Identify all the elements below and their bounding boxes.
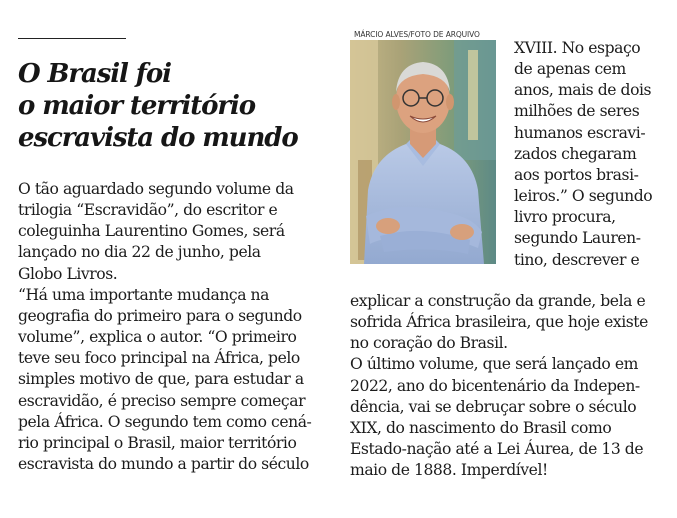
body-line: tino, descrever e [514,250,640,269]
body-line: lançado no dia 22 de junho, pela [18,243,261,262]
article-headline [18,58,328,154]
body-line: 2022, ano do bicentenário da Indepen- [350,376,640,395]
body-line: livro procura, [514,208,616,227]
body-line: de apenas cem [514,60,626,79]
body-line: escravista do mundo a partir do século [18,455,309,474]
body-line: XIX, do nascimento do Brasil como [350,418,612,437]
body-line: anos, mais de dois [514,81,652,100]
body-line: segundo Lauren- [514,229,641,248]
body-line: teve seu foco principal na África, pelo [18,349,300,368]
body-line: geografia do primeiro para o segundo [18,306,302,325]
body-line: Estado-nação até a Lei Áurea, de 13 de [350,440,644,459]
body-line: milhões de seres [514,102,640,121]
photo-credit: MÁRCIO ALVES/FOTO DE ARQUIVO [354,30,480,39]
body-line: aos portos brasi- [514,165,639,184]
article-body-right-wide-column [350,291,670,481]
body-line: no coração do Brasil. [350,334,508,353]
body-line: escravidão, é preciso sempre começar [18,391,306,410]
body-line: maio de 1888. Imperdível! [350,461,548,480]
body-line: rio principal o Brasil, maior território [18,433,297,452]
author-photo [350,40,496,264]
body-line: sofrida África brasileira, que hoje existe [350,313,648,332]
body-line: trilogia “Escravidão”, do escritor e [18,201,278,220]
body-line: XVIII. No espaço [514,39,641,57]
body-line: simples motivo de que, para estudar a [18,370,304,389]
body-line: O tão aguardado segundo volume da [18,180,294,198]
body-line: dência, vai se debruçar sobre o século [350,397,637,416]
article-body-right-narrow-column [514,38,674,271]
body-line: Globo Livros. [18,264,118,283]
headline-line: O Brasil foi [18,59,171,89]
body-line: zados chegaram [514,144,637,163]
body-line: explicar a construção da grande, bela e [350,292,646,310]
body-line: volume”, explica o autor. “O primeiro [18,328,297,347]
body-line: coleguinha Laurentino Gomes, será [18,222,285,241]
body-line: pela África. O segundo tem como cená- [18,412,312,431]
section-divider [18,38,126,39]
headline-line: o maior território [18,91,256,121]
body-line: O último volume, que será lançado em [350,355,638,374]
body-line: leiros.” O segundo [514,187,653,206]
body-line: humanos escravi- [514,123,646,142]
article-body-left-column [18,179,338,475]
body-line: “Há uma importante mudança na [18,285,269,304]
headline-line: escravista do mundo [18,123,298,153]
